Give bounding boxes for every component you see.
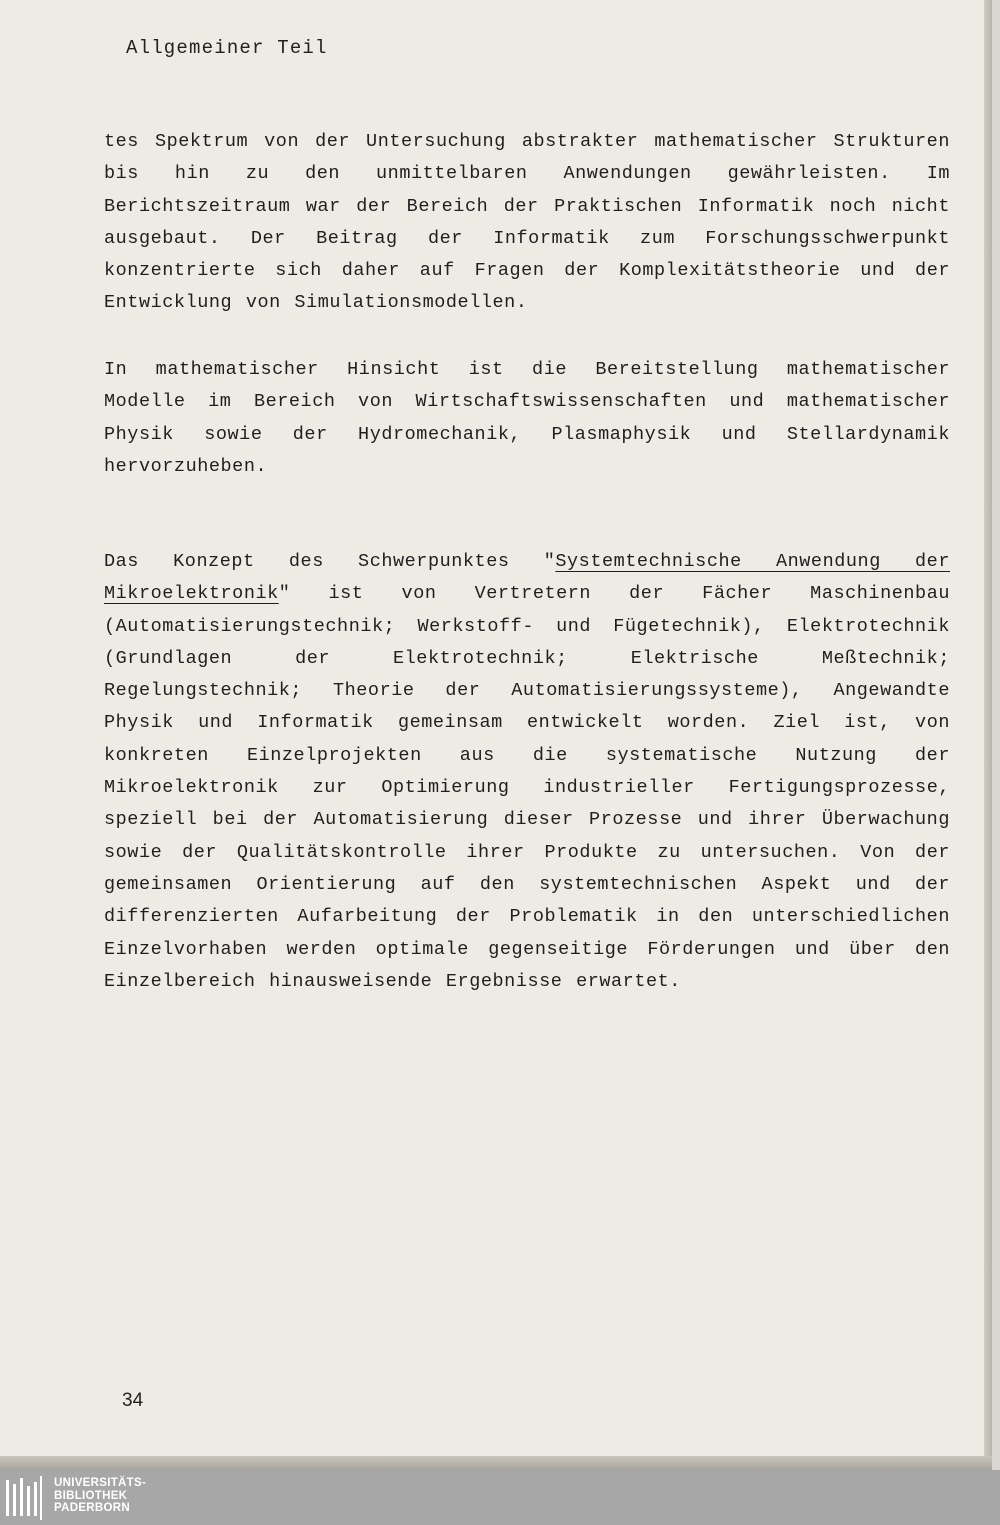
library-name [54,1477,146,1515]
library-name-line: PADERBORN [54,1502,130,1514]
paragraph-1: tes Spektrum von der Untersuchung abstrakter mathematischer Strukturen bis hin zu den unmittelbaren Anwendungen gewährleisten. Im Berichtszeitraum war der Bereich der Praktischen Informatik noch nicht ausgebaut. Der Beitrag der Informatik zum Forschungsschwerpunkt konzentrierte sich daher auf Fragen der Komplexitätstheorie und der Entwicklung von Simulationsmodellen. [104,131,950,314]
paragraph-2: In mathematischer Hinsicht ist die Bereitstellung mathematischer Modelle im Bereich von Wirtschaftswissenschaften und mathematischer Physik sowie der Hydromechanik, Plasmaphysik und Stellardynamik hervorzuheben. [104,359,950,477]
library-logo-icon [4,1476,44,1520]
page-number: 34 [122,1390,144,1411]
library-name-line: UNIVERSITÄTS- [54,1477,147,1489]
library-name-line: BIBLIOTHEK [54,1489,128,1502]
page-edge [984,0,992,1470]
paragraph-3 [104,546,950,998]
paragraph-3-lead: Das Konzept des Schwerpunktes " [104,551,556,572]
footer-bar [0,1470,1000,1525]
paragraph-3-body: " ist von Vertretern der Fächer Maschinenbau (Automatisierungstechnik; Werkstoff- und Fügetechnik), Elektrotechnik (Grundlagen der Elektrotechnik; Elektrische Meßtechnik; Regelungstechnik; Theorie der Automatisierungssysteme), Angewandte Physik und Informatik gemeinsam entwickelt worden. Ziel ist, von konkreten Einzelprojekten aus die systematische Nutzung der Mikroelektronik zur Optimierung industrieller Fertigungsprozesse, speziell bei der Automatisierung dieser Prozesse und ihrer Überwachung sowie der Qualitätskontrolle ihrer Produkte zu untersuchen. Von der gemeinsamen Orientierung auf den systemtechnischen Aspekt und der differenzierten Aufarbeitung der Problematik in den unterschiedlichen Einzelvorhaben werden optimale gegenseitige Förderungen und über den Einzelbereich hinausweisende Ergebnisse erwartet. [104,583,950,992]
binding-shadow [0,1456,992,1470]
running-head: Allgemeiner Teil [126,37,328,59]
underlined-title: Systemtechnische Anwendung der Mikroelektronik [104,551,950,605]
